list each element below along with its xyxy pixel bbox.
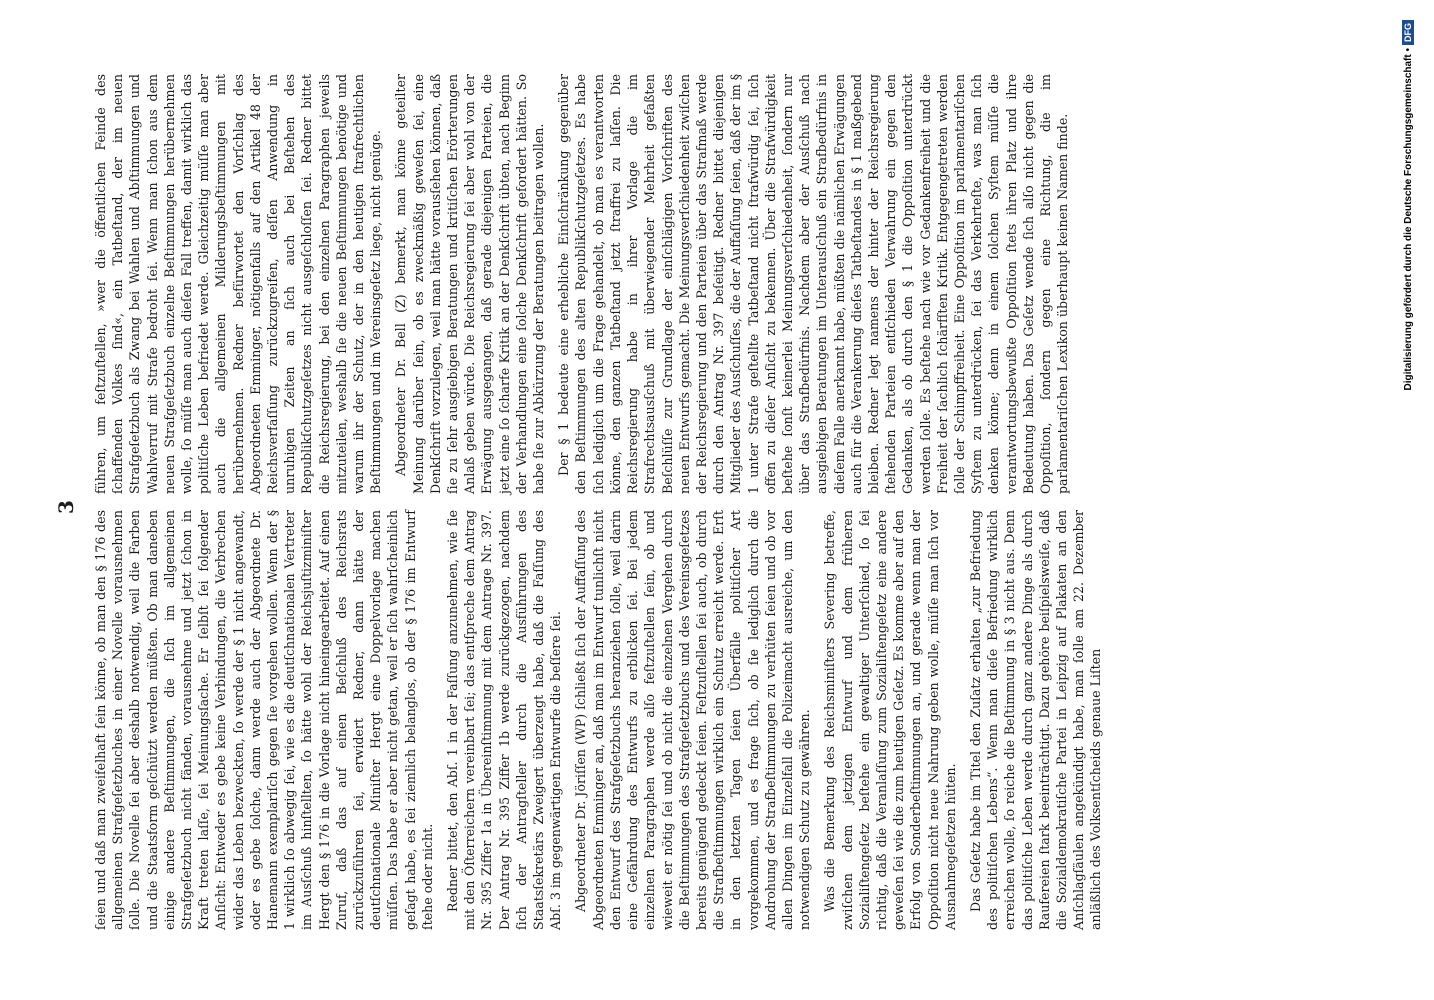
left-column xyxy=(92,510,1272,930)
left-paragraph-5: Das Geſetz habe im Titel den Zuſatz erhalten „zur Befriedung des politiſchen Lebens“. Wenn man dieſe Befriedung wirklich erreichen wolle, ſo reiche die Beſtimmung in § 3 nicht aus. Denn das politiſche Leben werde durch ganz andere Dinge als durch Raufereien ſtark beeinträchtigt. Dazu gehöre beiſpielsweiſe, daß die Sozialdemokratiſche Partei in Leipzig auf Plakaten an den Anſchlagſäulen angekündigt habe, man ſolle am 22. Dezember anläßlich des Volksentſcheids genaue Liſten xyxy=(967,510,1104,930)
right-column xyxy=(92,74,1272,494)
left-paragraph-2: Redner bittet, den Abſ. 1 in der Faſſung anzunehmen, wie ſie mit den Öſterreichern vereinbart ſei; das entſpreche dem Antrag Nr. 395 Ziffer 1a in Übereinſtimmung mit dem Antrage Nr. 397. Der Antrag Nr. 395 Ziffer 1b werde zurückgezogen, nachdem ſich der Antragſteller durch die Ausführungen des Staatsſekretärs Zweigert überzeugt habe, daß die Faſſung des Abſ. 3 im gegenwärtigen Entwurfe die beſſere ſei. xyxy=(445,510,564,930)
digitization-credit xyxy=(1402,20,1414,980)
right-paragraph-1: führen, um feſtzuſtellen, »wer die öffentlichen Feinde des ſchaffenden Volkes ſind«, ein Tatbeſtand, der im neuen Strafgeſetzbuch als Zwang bei Wahlen und Abſtimmungen und Wahlverruf mit Strafe bedroht ſei. Wenn man ſchon aus dem neuen Strafgeſetzbuch einzelne Beſtimmungen herübernehmen wolle, ſo müſſe man auch dieſen Fall treffen, damit wirklich das politiſche Leben befriedet werde. Gleichzeitig müſſe man aber auch die allgemeinen Milderungsbeſtimmungen mit herübernehmen. Redner befürwortet den Vorſchlag des Abgeordneten Emminger, nötigenfalls auf den Artikel 48 der Reichsverfaſſung zurückzugreifen, deſſen Anwendung in unruhigen Zeiten an ſich auch bei Beſtehen des Republikſchutzgeſetzes nicht ausgeſchloſſen ſei. Redner bittet die Reichsregierung, bei den einzelnen Paragraphen jeweils mitzuteilen, weshalb ſie die neuen Beſtimmungen benötige und warum ihr der Schutz, der in den heutigen ſtrafrechtlichen Beſtimmungen und im Vereinsgeſetz liege, nicht genüge. xyxy=(93,74,384,494)
left-paragraph-4: Was die Bemerkung des Reichsminiſters Severing betreffe, zwiſchen dem jetzigen Entwurf und dem früheren Sozialiſtengeſetz beſtehe ein gewaltiger Unterſchied, ſo ſei richtig, daß die Veranlaſſung zum Sozialiſtengeſetz eine andere geweſen ſei wie die zum heutigen Geſetz. Es komme aber auf den Erfolg von Sonderbeſtimmungen an, und gerade wenn man der Oppoſition nicht neue Nahrung geben wolle, müſſe man ſich vor Ausnahmegeſetzen hüten. xyxy=(822,510,958,930)
left-paragraph-1: ſeien und daß man zweifelhaft ſein könne, ob man den § 176 des allgemeinen Strafgeſetzbuches in einer Novelle vorausnehmen ſolle. Die Novelle ſei aber deshalb notwendig, weil die Farben und die Staatsform geſchützt werden müßten. Ob man daneben einige andere Beſtimmungen, die ſich im allgemeinen Strafgeſetzbuch nicht fänden, vorausnehme und jetzt ſchon in Kraft treten laſſe, ſei Meinungsſache. Er ſelbſt ſei folgender Anſicht: Entweder es gebe keine Verbindungen, die Verbrechen wider das Leben bezweckten, ſo werde der § 1 nicht angewandt, oder es gebe ſolche, dann werde auch der Abgeordnete Dr. Hanemann exemplariſch gegen ſie vorgehen wollen. Wenn der § 1 wirklich ſo abwegig ſei, wie es die deutſchnationalen Vertreter im Ausſchuß hinſtellten, ſo hätte wohl der Reichsjuſtizminiſter Hergt den § 176 in die Vorlage nicht hineingearbeitet. Auf einen Zuruf, daß das auf einen Beſchluß des Reichsrats zurückzuführen ſei, erwidert Redner, dann hätte der deutſchnationale Miniſter Hergt eine Doppelvorlage machen müſſen. Das habe er aber nicht getan, weil er ſich wahrſcheinlich geſagt habe, es ſei ziemlich belanglos, ob der § 176 im Entwurf ſtehe oder nicht. xyxy=(93,510,435,930)
right-paragraph-3: Der § 1 bedeute eine erhebliche Einſchränkung gegenüber den Beſtimmungen des alten Republikſchutzgeſetzes. Es habe ſich lediglich um die Frage gehandelt, ob man es verantworten könne, den ganzen Tatbeſtand jetzt ſtraffrei zu laſſen. Die Reichsregierung habe in ihrer Vorlage die im Strafrechtsausſchuß mit überwiegender Mehrheit gefaßten Beſchlüſſe zur Grundlage der einſchlägigen Vorſchriften des neuen Entwurfs gemacht. Die Meinungsverſchiedenheit zwiſchen der Reichsregierung und den Parteien über das Strafmaß werde durch den Antrag Nr. 397 beſeitigt. Redner bittet diejenigen Mitglieder des Ausſchuſſes, die der Auffaſſung ſeien, daß der im § 1 unter Strafe geſtellte Tatbeſtand nicht ſtrafwürdig ſei, ſich offen zu dieſer Anſicht zu bekennen. Über die Strafwürdigkeit beſtehe ſonſt keinerlei Meinungsverſchiedenheit, ſondern nur über das Strafbedürfnis. Nachdem aber der Ausſchuß nach ausgiebigen Beratungen im Unterausſchuß ein Strafbedürfnis in dieſem Falle anerkannt habe, müßten die nämlichen Erwägungen auch für die Verankerung dieſes Tatbeſtandes in § 1 maßgebend bleiben. Redner legt namens der hinter der Reichsregierung ſtehenden Parteien entſchieden Verwahrung ein gegen den Gedanken, als ob durch den § 1 die Oppoſition unterdrückt werden ſolle. Es beſtehe nach wie vor Gedankenfreiheit und die Freiheit der ſachlich ſchärfſten Kritik. Entgegengetreten werden ſolle der Schimpffreiheit. Eine Oppoſition im parlamentariſchen Syſtem zu unterdrücken, ſei das Verkehrteſte, was man ſich denken könne; denn in einem ſolchen Syſtem müſſe die verantwortungsbewußte Oppoſition ſtets ihren Platz und ihre Bedeutung haben. Das Geſetz wende ſich alſo nicht gegen die Oppoſition, ſondern gegen eine Richtung, die im parlamentariſchen Lexikon überhaupt keinen Namen finde. xyxy=(556,74,1071,494)
left-paragraph-3: Abgeordneter Dr. Jöriſſen (WP) ſchließt ſich der Auffaſſung des Abgeordneten Emminger an, daß man im Entwurf tunlichſt nicht den Entwurf des Strafgeſetzbuchs heranziehen ſolle, weil darin eine Gefährdung des Entwurfs zu erblicken ſei. Bei jedem einzelnen Paragraphen werde alſo feſtzuſtellen ſein, ob und wieweit er nötig ſei und ob nicht die einzelnen Vergehen durch die Beſtimmungen des Strafgeſetzbuchs und des Vereinsgeſetzes bereits genügend gedeckt ſeien. Feſtzuſtellen ſei auch, ob durch die Strafbeſtimmungen wirklich ein Schutz erreicht werde. Erſt in den letzten Tagen ſeien Überfälle politiſcher Art vorgekommen, und es frage ſich, ob ſie lediglich durch die Androhung der Strafbeſtimmungen zu verhüten ſeien und ob vor allen Dingen im Einzelfall die Polizeimacht ausreiche, um den notwendigen Schutz zu gewähren. xyxy=(573,510,813,930)
right-paragraph-2: Abgeordneter Dr. Bell (Z) bemerkt, man könne geteilter Meinung darüber ſein, ob es zweckmäßig geweſen ſei, eine Denkſchrift vorzulegen, weil man hätte vorausſehen können, daß ſie zu ſehr ausgiebigen Beratungen und kritiſchen Erörterungen Anlaß geben würde. Die Reichsregierung ſei aber wohl von der Erwägung ausgegangen, daß gerade diejenigen Parteien, die jetzt eine ſo ſcharfe Kritik an der Denkſchrift übten, nach Beginn der Verhandlungen eine ſolche Denkſchrift gefordert hätten. So habe ſie zur Abkürzung der Beratungen beitragen wollen. xyxy=(393,74,547,494)
dfg-logo: DFG xyxy=(1402,20,1414,45)
credit-text: Digitalisierung gefördert durch die Deutsche Forschungsgemeinschaft • xyxy=(1403,48,1414,391)
page-number: 3 xyxy=(54,500,78,514)
